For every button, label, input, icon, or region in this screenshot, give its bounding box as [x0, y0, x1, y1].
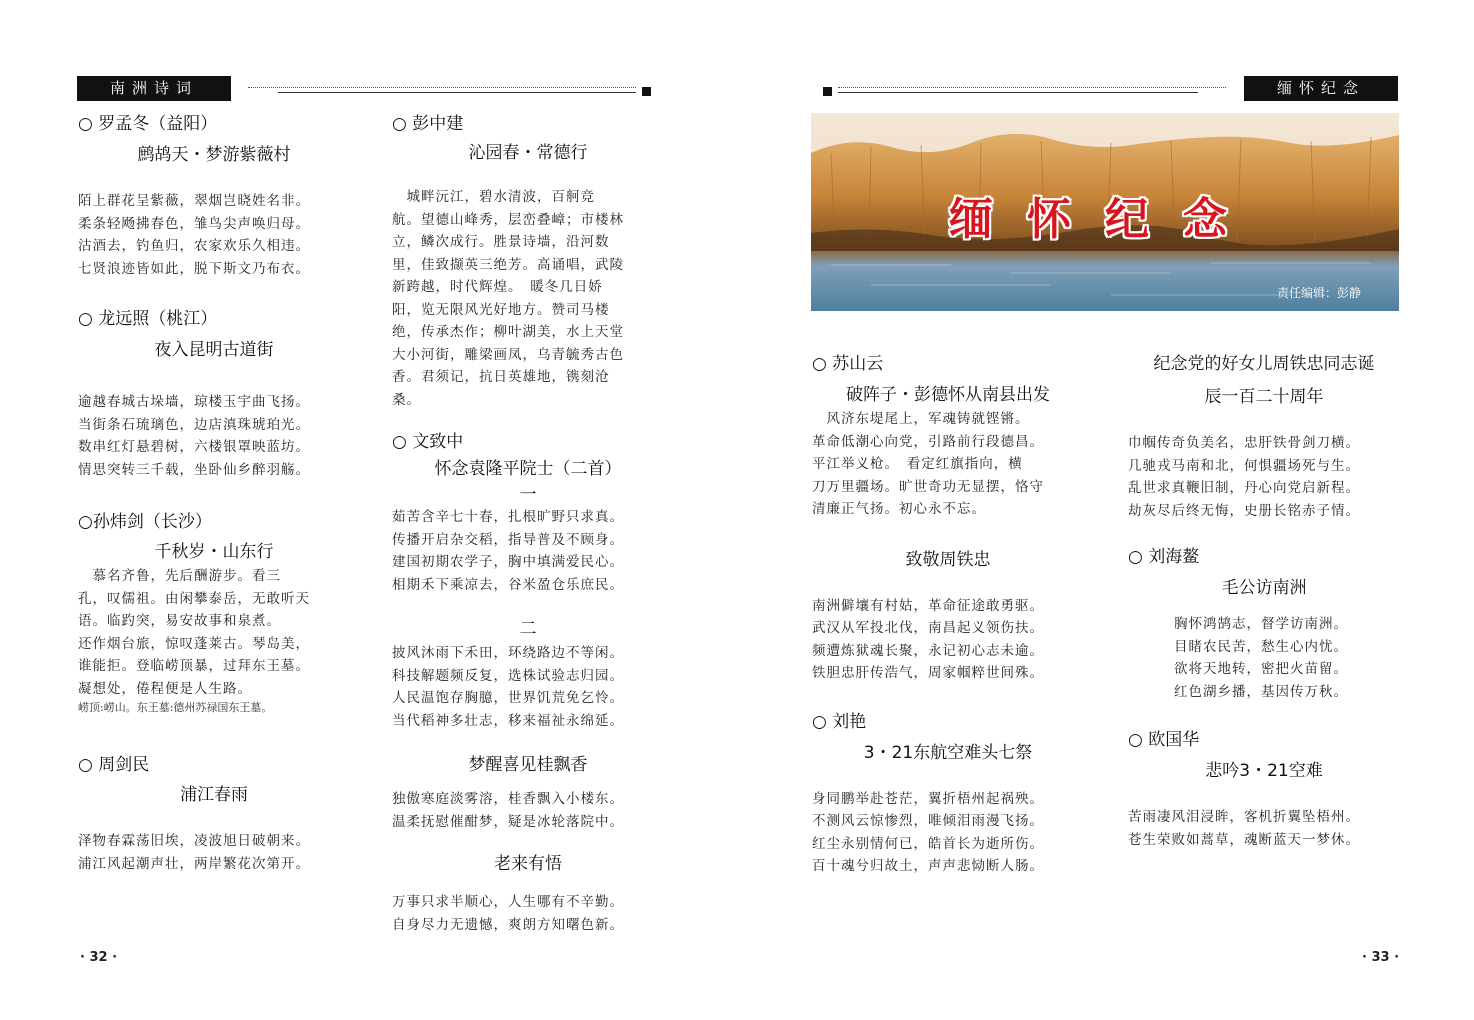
right-column-1	[812, 353, 1084, 878]
section-tag-left: 南洲诗词	[77, 76, 231, 101]
poem-author: ○ 彭中建	[392, 114, 464, 134]
banner-editor-credit: 责任编辑：彭静	[1276, 286, 1361, 300]
poem-title: 致敬周铁忠	[905, 549, 991, 570]
header-square-right	[823, 87, 832, 96]
poem-author: ○ 龙远照（桃江）	[78, 309, 218, 329]
poem-body: 泽物春霖荡旧埃，凌波旭日破朝来。 浦江风起潮声壮，两岸繁花次第开。	[78, 833, 310, 872]
poem-author: ○ 文致中	[392, 432, 464, 452]
page-number-right: · 33 ·	[1362, 950, 1400, 965]
left-column-1	[78, 113, 350, 875]
poem-body: 慕名齐鲁，先后酬游步。看三 孔，叹儒祖。由闲攀泰岳，无敢听天 语。临趵突，易安故事和泉煮。 还作烟台旅，惊叹蓬莱古。琴岛美， 谁能拒。登临崂顶暴，过拜东王墓。 凝想处，倦程便是人生路。	[78, 568, 310, 697]
poem-author: ○ 欧国华	[1128, 730, 1200, 750]
poem-author: ○ 罗孟冬（益阳）	[78, 114, 218, 134]
poem-body: 苦雨凄风泪浸眸，客机折翼坠梧州。 苍生荣败如蒿草，魂断蓝天一梦休。	[1128, 809, 1360, 848]
header-rule-right-dotted	[838, 87, 1226, 88]
poem-author: ○ 苏山云	[812, 354, 884, 374]
poem-body: 披风沐雨下禾田，环绕路边不等闲。 科技解题频反复，选株试验志归园。 人民温饱存胸臆，世界饥荒免乞怜。 当代稻神多壮志，移来福祉永绵延。	[392, 645, 624, 729]
poem-title: 悲吟3・21空难	[1205, 761, 1323, 781]
poem-title: 3・21东航空难头七祭	[863, 742, 1033, 763]
poem-subheading: 二	[519, 619, 537, 639]
poem-body: 城畔沅江，碧水清波，百舸竞 航。望德山峰秀，层峦叠嶂；市楼林 立，鳞次成行。胜景诗墙，沿河数 里，佳致撷英三绝芳。高诵唱，武陵 新跨越，时代辉煌。 暖冬几日娇 阳，览无限风光好地方。赞司马楼 绝，传承杰作；柳叶湖美，水上天堂 大小河街，雕梁画凤，乌青毓秀古色 香。君须记，抗日英雄地，镌刻沧 桑。	[392, 189, 624, 408]
header-square-left	[642, 87, 651, 96]
poem-body: 身同鹏举赴苍茫，翼折梧州起祸殃。 不测风云惊惨烈，唯倾泪雨漫飞扬。 红尘永别情何已，皓首长为逝所伤。 百十魂兮归故土，声声悲恸断人肠。	[812, 790, 1044, 874]
poem-author: ○孙炜剑（长沙）	[78, 512, 212, 532]
banner-title: 缅怀纪念	[949, 194, 1261, 245]
poem-title: 破阵子・彭德怀从南县出发	[846, 385, 1050, 405]
poem-body: 陌上群花呈紫薇，翠烟岂晓姓名非。 柔条轻飏拂春色，雏鸟尖声唤归母。 沽酒去，钓鱼归，农家欢乐久相违。 七贤浪迹皆如此，脱下斯文乃布衣。	[78, 193, 310, 277]
poem-title: 纪念党的好女儿周铁忠同志诞	[1153, 354, 1375, 374]
poem-body: 南洲僻壤有村姑，革命征途敢勇驱。 武汉从军投北伐，南昌起义领伤扶。 频遭炼狱魂长聚，永记初心志未逾。 铁胆忠肝传浩气，周家帼粹世间殊。	[812, 597, 1044, 681]
poem-subheading: 一	[519, 485, 537, 505]
poem-body: 茹苦含辛七十春，扎根旷野只求真。 传播开启杂交稻，指导普及不顾身。 建国初期农学子，胸中填满爱民心。 相期禾下乘凉去，谷米盈仓乐庶民。	[392, 509, 624, 593]
poem-title: 梦醒喜见桂飘香	[468, 755, 588, 775]
poem-title: 夜入昆明古道街	[154, 340, 274, 360]
poem-body: 风济东堤尾上，军魂铸就铿锵。 革命低潮心向党，引路前行段德昌。 平江举义枪。 看定红旗指向，横 刀万里疆场。旷世奇功无显摆，恪守 清廉正气扬。初心永不忘。	[812, 411, 1044, 517]
header-rule-left	[278, 92, 636, 93]
right-column-2	[1128, 353, 1400, 851]
poem-body: 胸怀鸿鹄志，督学访南洲。 目睹农民苦，愁生心内忧。 欲将天地转，密把火苗留。 红色湖乡播，基因传万秋。	[1174, 616, 1348, 700]
poem-title: 浦江春雨	[180, 785, 248, 805]
page-number-left: · 32 ·	[80, 950, 118, 965]
poem-author: ○ 周剑民	[78, 755, 150, 775]
poem-title: 沁园春・常德行	[468, 143, 588, 163]
poem-title: 怀念袁隆平院士（二首）	[434, 459, 622, 479]
banner-image	[811, 113, 1399, 311]
poem-title-line2: 辰一百二十周年	[1204, 387, 1324, 407]
poem-title: 老来有悟	[494, 854, 562, 874]
poem-body: 巾帼传奇负美名，忠肝铁骨剑刀横。 几驰戎马南和北，何惧疆场死与生。 乱世求真鞭旧制，丹心向党启新程。 劫灰尽后终无悔，史册长铭赤子情。	[1128, 435, 1360, 519]
poem-author: ○ 刘艳	[812, 711, 867, 732]
poem-body: 逾越春城古垛墙，琼楼玉宇曲飞扬。 当街条石琉璃色，边店滇珠琥珀光。 数串红灯悬碧树，六楼银罩映蓝坊。 情思突转三千载，坐卧仙乡醉羽觞。	[78, 394, 310, 478]
poem-author: ○ 刘海鳌	[1128, 547, 1200, 567]
header-rule-right	[838, 92, 1198, 93]
header-rule-left-dotted	[248, 87, 636, 88]
poem-body: 独傲寒庭淡雾溶，桂香飘入小楼东。 温柔抚慰催酣梦，疑是冰轮落院中。	[392, 791, 624, 830]
poem-body: 万事只求半顺心，人生哪有不辛勤。 自身尽力无遗憾，爽朗方知曙色新。	[392, 894, 624, 933]
left-column-2	[392, 113, 664, 936]
poem-title: 千秋岁・山东行	[154, 542, 274, 562]
section-tag-right: 缅怀纪念	[1244, 76, 1398, 101]
poem-note: 崂顶:崂山。东王墓:德州苏禄国东王墓。	[78, 701, 273, 714]
poem-title: 毛公访南洲	[1221, 578, 1307, 598]
poem-title: 鹧鸪天・梦游紫薇村	[137, 145, 291, 165]
